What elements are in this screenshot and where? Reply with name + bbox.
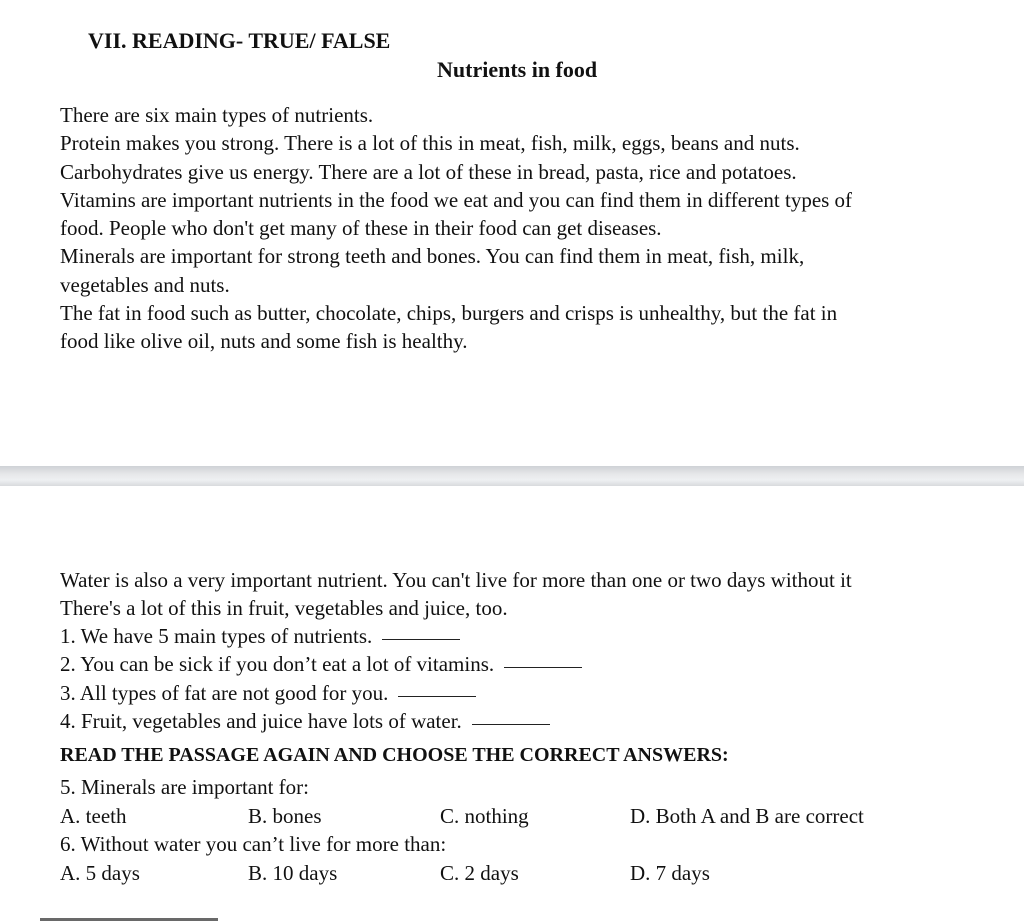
page-break-divider [0, 466, 1024, 486]
answer-blank[interactable] [504, 666, 582, 668]
answer-blank[interactable] [398, 695, 476, 697]
question-6-prompt: 6. Without water you can’t live for more than: [60, 832, 447, 856]
question-6-option-c[interactable]: C. 2 days [440, 861, 519, 885]
passage-line: There's a lot of this in fruit, vegetables and juice, too. [60, 596, 508, 621]
question-6-option-b[interactable]: B. 10 days [248, 861, 338, 885]
passage-line: food like olive oil, nuts and some fish is healthy. [60, 329, 468, 354]
question-6-option-d[interactable]: D. 7 days [630, 861, 710, 885]
statement-text: 1. We have 5 main types of nutrients. [60, 624, 373, 648]
passage-line: The fat in food such as butter, chocolate, chips, burgers and crisps is unhealthy, but the fat in [60, 301, 838, 326]
question-5-option-c[interactable]: C. nothing [440, 804, 529, 828]
reading-passage-continued [60, 566, 1010, 623]
statement-text: 3. All types of fat are not good for you. [60, 680, 389, 705]
question-5-option-d[interactable]: D. Both A and B are correct [630, 804, 864, 828]
question-5-option-b[interactable]: B. bones [248, 804, 322, 828]
true-false-item [60, 679, 582, 707]
multiple-choice-heading: READ THE PASSAGE AGAIN AND CHOOSE THE CORRECT ANSWERS: [60, 744, 729, 766]
reading-passage [60, 101, 1010, 356]
true-false-item [60, 707, 582, 735]
passage-line: There are six main types of nutrients. [60, 103, 374, 127]
cropped-text-fragment [40, 918, 218, 921]
passage-line: food. People who don't get many of these in their food can get diseases. [60, 216, 662, 241]
true-false-item [60, 622, 582, 650]
statement-text: 2. You can be sick if you don’t eat a lot of vitamins. [60, 652, 495, 677]
answer-blank[interactable] [472, 723, 550, 725]
question-5-option-a[interactable]: A. teeth [60, 804, 127, 828]
passage-line: Carbohydrates give us energy. There are a lot of these in bread, pasta, rice and potatoes. [60, 159, 797, 184]
true-false-item [60, 650, 582, 678]
passage-title: Nutrients in food [437, 57, 598, 82]
passage-line: Vitamins are important nutrients in the food we eat and you can find them in different types of [60, 187, 853, 212]
passage-line: Minerals are important for strong teeth and bones. You can find them in meat, fish, milk, [60, 244, 805, 269]
question-5-prompt: 5. Minerals are important for: [60, 775, 310, 799]
passage-line: Water is also a very important nutrient. You can't live for more than one or two days without it [60, 568, 852, 592]
answer-blank[interactable] [382, 638, 460, 640]
true-false-list [60, 622, 582, 735]
statement-text: 4. Fruit, vegetables and juice have lots of water. [60, 708, 462, 733]
cropped-next-heading [40, 914, 220, 923]
section-heading: VII. READING- TRUE/ FALSE [88, 28, 391, 53]
question-6-option-a[interactable]: A. 5 days [60, 861, 140, 885]
passage-line: vegetables and nuts. [60, 272, 230, 297]
passage-line: Protein makes you strong. There is a lot of this in meat, fish, milk, eggs, beans and nuts. [60, 131, 800, 156]
